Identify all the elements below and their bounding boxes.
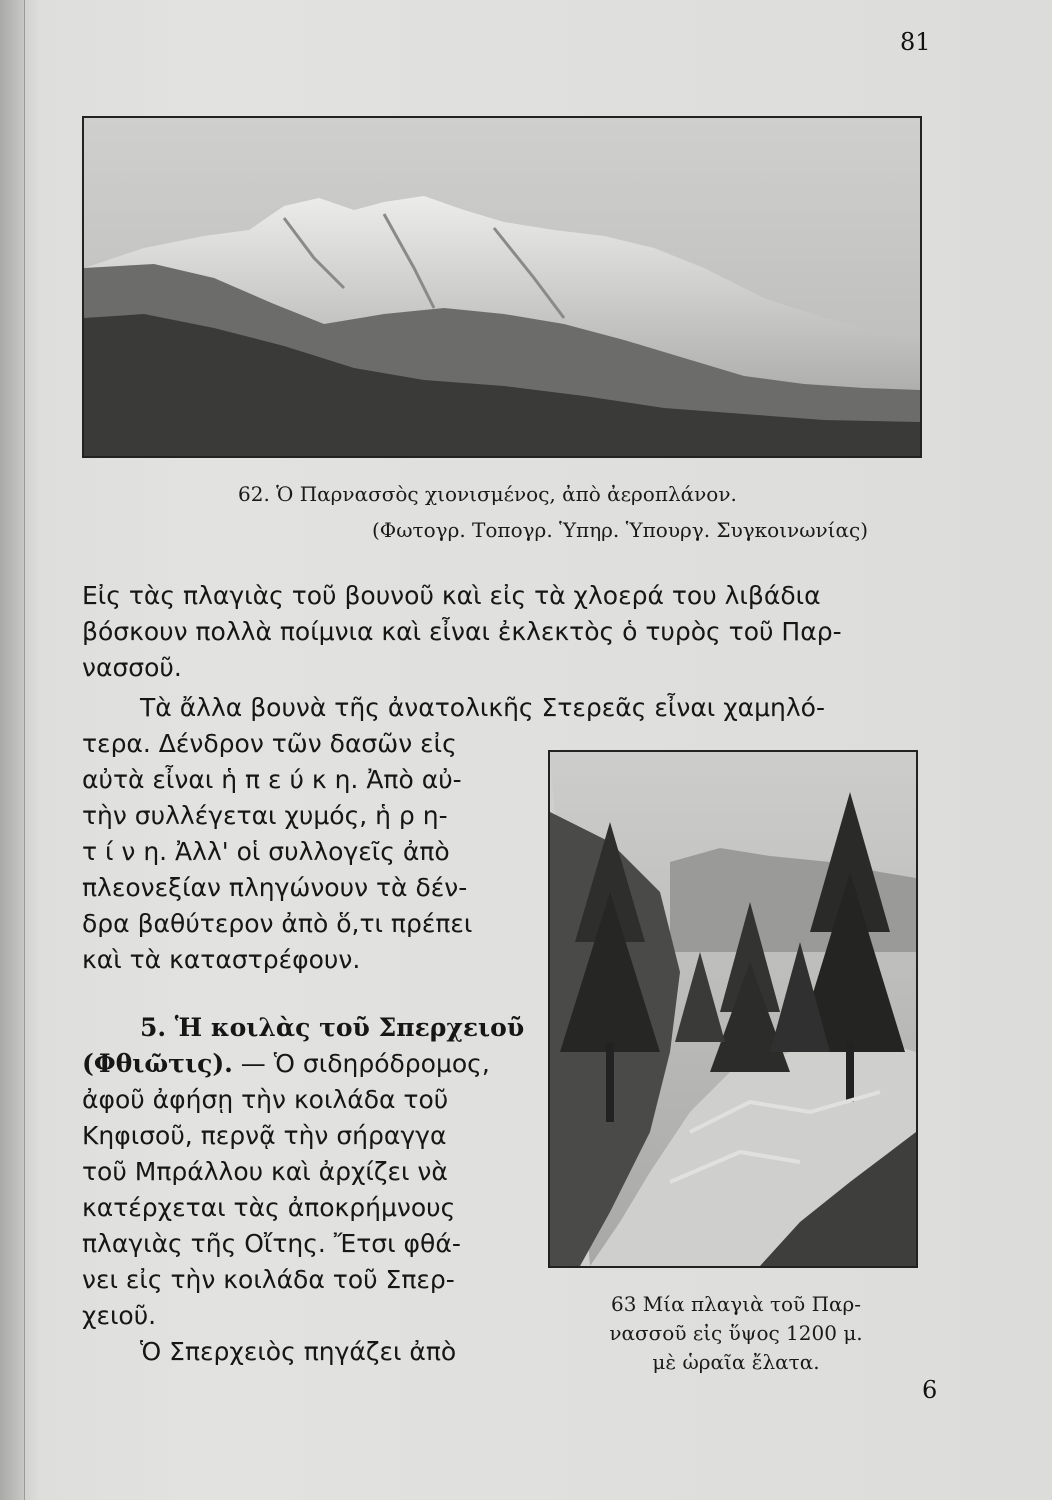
- text-line: κατέρχεται τὰς ἀποκρήμνους: [82, 1193, 456, 1222]
- text-line: καὶ τὰ καταστρέφουν.: [82, 945, 361, 974]
- text-line: νει εἰς τὴν κοιλάδα τοῦ Σπερ-: [82, 1265, 455, 1294]
- caption-line: μὲ ὡραῖα ἔλατα.: [652, 1350, 820, 1374]
- signature-mark: 6: [922, 1376, 938, 1404]
- text-line: χειοῦ.: [82, 1301, 157, 1330]
- page-number: 81: [900, 28, 931, 56]
- text-line: πλαγιὰς τῆς Οἴτης. Ἔτσι φθά-: [82, 1229, 461, 1258]
- text-line: ἀφοῦ ἀφήσῃ τὴν κοιλάδα τοῦ: [82, 1085, 449, 1114]
- caption-line: 63 Μία πλαγιὰ τοῦ Παρ-: [610, 1292, 862, 1316]
- caption-line: νασσοῦ εἰς ὕψος 1200 μ.: [609, 1321, 863, 1345]
- text-line: νασσοῦ.: [82, 653, 182, 682]
- text-line: τὴν συλλέγεται χυμός, ἡ ρ η-: [82, 801, 448, 830]
- text-line: αὐτὰ εἶναι ἡ π ε ύ κ η. Ἀπὸ αὐ-: [82, 765, 462, 794]
- figure-62-caption: 62. Ὁ Παρνασσὸς χιονισμένος, ἀπὸ ἀεροπλάνον.: [238, 482, 737, 506]
- text-line: τοῦ Μπράλλου καὶ ἀρχίζει νὰ: [82, 1157, 448, 1186]
- section-heading-line: [82, 1010, 524, 1046]
- book-binding: [0, 0, 25, 1500]
- photo-parnassus-snowy: [82, 116, 922, 458]
- text-line: τερα. Δένδρον τῶν δασῶν εἰς: [82, 729, 457, 758]
- text-line: βόσκουν πολλὰ ποίμνια καὶ εἶναι ἐκλεκτὸς ὁ τυρὸς τοῦ Παρ-: [82, 617, 842, 646]
- photo-parnassus-fir-slope: [548, 750, 918, 1268]
- text-line: Εἰς τὰς πλαγιὰς τοῦ βουνοῦ καὶ εἰς τὰ χλοερά του λιβάδια: [82, 581, 821, 610]
- section-heading: 5. Ἡ κοιλὰς τοῦ Σπερχειοῦ: [140, 1013, 525, 1042]
- text-line: τ ί ν η. Ἀλλ' οἱ συλλογεῖς ἀπὸ: [82, 837, 450, 866]
- text-line: πλεονεξίαν πληγώνουν τὰ δέν-: [82, 873, 468, 902]
- text-line: δρα βαθύτερον ἀπὸ ὅ,τι πρέπει: [82, 909, 473, 938]
- section-heading-cont: (Φθιῶτις).: [82, 1049, 233, 1078]
- figure-62-credit: (Φωτογρ. Τοπογρ. Ὑπηρ. Ὑπουργ. Συγκοινωνίας): [372, 518, 869, 542]
- paragraph-pastures: [82, 578, 842, 686]
- text-line: Ὁ Σπερχειὸς πηγάζει ἀπὸ: [140, 1337, 457, 1366]
- section-sperchios-valley: [82, 1010, 524, 1370]
- forest-photo-illustration: [550, 752, 916, 1266]
- mountain-photo-illustration: [84, 118, 920, 456]
- figure-63-caption: [586, 1290, 886, 1377]
- text-line: [82, 1046, 524, 1082]
- text-line: Τὰ ἄλλα βουνὰ τῆς ἀνατολικῆς Στερεᾶς εἶναι χαμηλό-: [140, 693, 825, 722]
- text-line: Κηφισοῦ, περνᾷ τὴν σήραγγα: [82, 1121, 447, 1150]
- section-first-line: — Ὁ σιδηρόδρομος,: [232, 1049, 490, 1078]
